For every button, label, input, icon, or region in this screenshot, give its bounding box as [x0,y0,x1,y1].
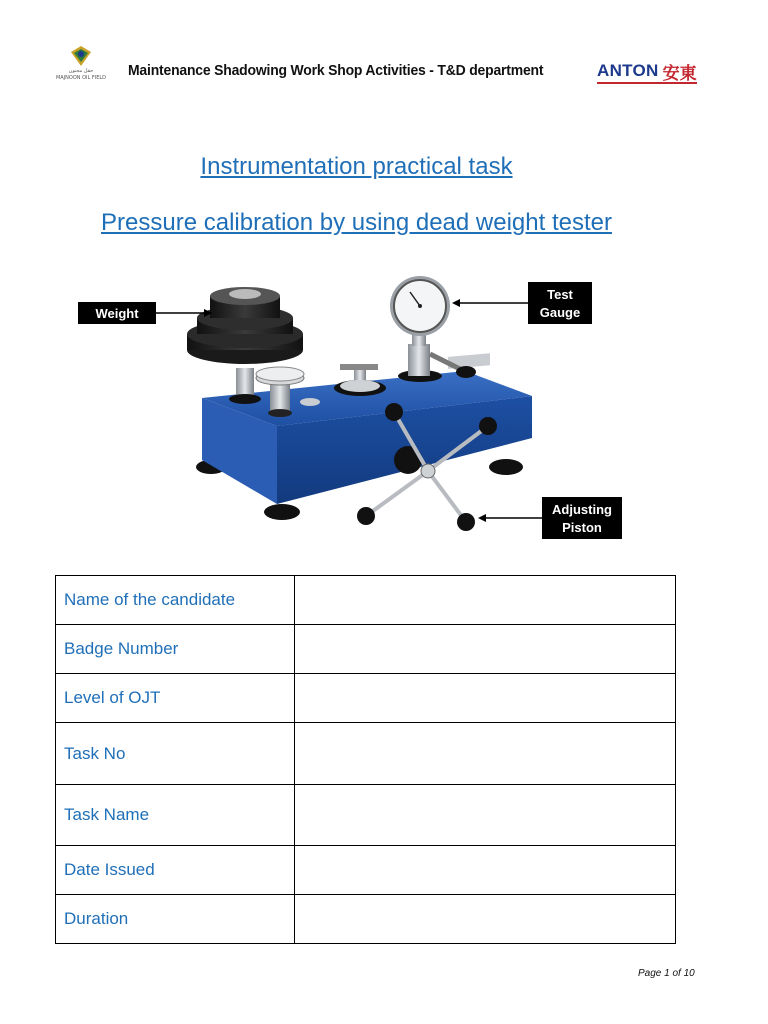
dead-weight-tester-illustration [70,268,640,546]
anton-logo-en: ANTON [597,61,659,80]
row-label-candidate-name: Name of the candidate [56,576,295,625]
row-label-badge-number: Badge Number [56,625,295,674]
page-number: Page 1 of 10 [638,968,695,979]
row-label-duration: Duration [56,895,295,944]
dead-weight-tester-figure [70,268,640,546]
anton-logo [597,60,697,84]
task-no-field[interactable] [295,723,676,785]
callout-piston-line2: Piston [562,520,602,535]
task-name-field[interactable] [295,785,676,846]
majnoon-logo-icon [52,44,110,70]
row-label-task-no: Task No [56,723,295,785]
page-header [0,40,768,100]
candidate-name-field[interactable] [295,576,676,625]
callout-weight: Weight [95,306,139,321]
header-title: Maintenance Shadowing Work Shop Activities - T&D department [128,62,544,79]
candidate-info-table [55,575,676,944]
sub-title: Pressure calibration by using dead weight tester [101,209,612,236]
logo-arabic-text: حقل مجنون [68,68,94,74]
date-issued-field[interactable] [295,846,676,895]
duration-field[interactable] [295,895,676,944]
logo-latin-text: MAJNOON OIL FIELD [55,75,107,81]
table-row [56,846,676,895]
row-label-task-name: Task Name [56,785,295,846]
table-row [56,895,676,944]
majnoon-logo [52,44,110,92]
badge-number-field[interactable] [295,625,676,674]
table-row [56,674,676,723]
row-label-level-ojt: Level of OJT [56,674,295,723]
callout-test-gauge-line1: Test [547,287,573,302]
table-row [56,785,676,846]
callout-piston-line1: Adjusting [552,502,612,517]
table-row [56,723,676,785]
table-row [56,625,676,674]
level-ojt-field[interactable] [295,674,676,723]
main-title: Instrumentation practical task [200,153,513,180]
row-label-date-issued: Date Issued [56,846,295,895]
callout-test-gauge-line2: Gauge [539,305,581,320]
anton-logo-zh: 安東 [662,63,697,84]
table-row [56,576,676,625]
